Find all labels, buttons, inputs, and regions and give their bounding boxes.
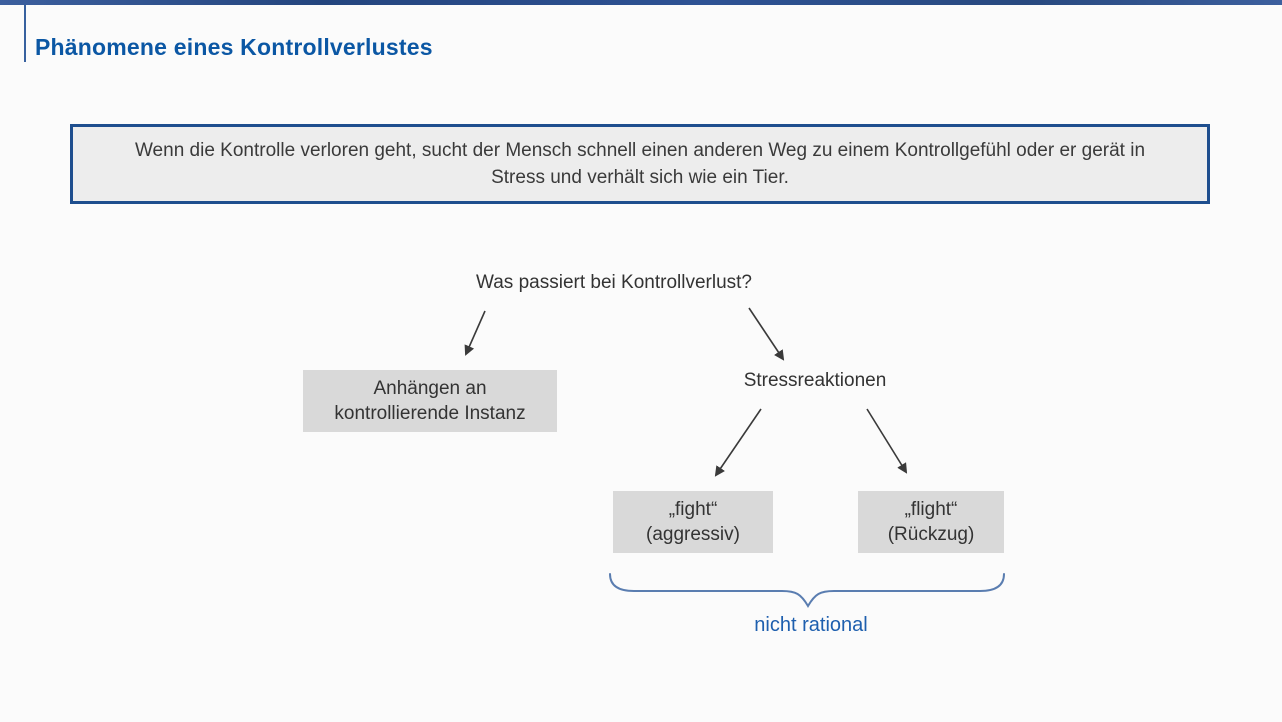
arrow-question-to-left-node-icon xyxy=(466,311,485,354)
node-flight-line2: (Rückzug) xyxy=(887,524,975,545)
node-flight xyxy=(858,491,1004,553)
statement-text: Wenn die Kontrolle verloren geht, sucht der Mensch schnell einen anderen Weg zu einem Kontrollgefühl oder er gerät in Stress und verhält sich wie ein Tier. xyxy=(134,140,1146,188)
slide-title: Phänomene eines Kontrollverlustes xyxy=(35,34,433,60)
node-attach-line1: Anhängen an xyxy=(373,378,487,399)
diagram-question-label: Was passiert bei Kontrollverlust? xyxy=(476,272,752,293)
node-attach-instance xyxy=(303,370,557,432)
diagram-stress-label: Stressreaktionen xyxy=(743,370,887,391)
node-fight-line1: „fight“ xyxy=(668,499,718,520)
arrow-stress-to-fight-icon xyxy=(716,409,761,475)
node-fight-line2: (aggressiv) xyxy=(646,524,740,545)
arrow-question-to-stress-icon xyxy=(749,308,783,359)
node-attach-line2: kontrollierende Instanz xyxy=(334,403,526,424)
arrow-stress-to-flight-icon xyxy=(867,409,906,472)
brace-label: nicht rational xyxy=(754,614,868,636)
top-accent-bar xyxy=(0,0,1282,5)
statement-box xyxy=(70,124,1210,204)
left-accent-line xyxy=(24,5,26,62)
node-fight xyxy=(613,491,773,553)
node-flight-line1: „flight“ xyxy=(904,499,958,520)
underbrace-icon xyxy=(610,574,1004,606)
